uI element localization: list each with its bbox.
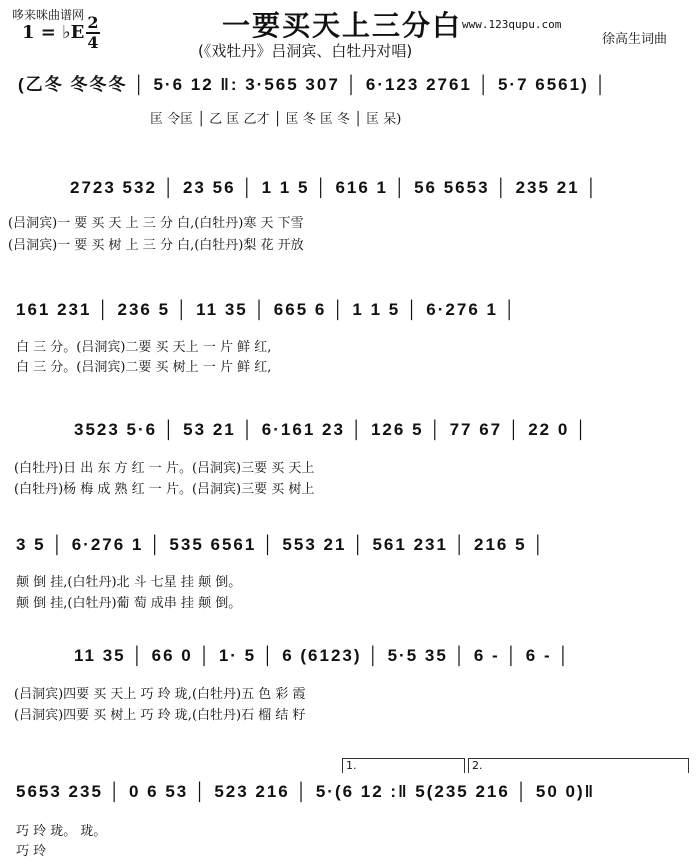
system-4-notes: 3523 5·6 │ 53 21 │ 6·161 23 │ 126 5 │ 77 67 │ 22 0 │	[74, 420, 589, 439]
time-top: 2	[87, 13, 99, 32]
time-bottom: 4	[87, 33, 99, 52]
notes-line: (乙冬 冬冬冬 │ 5·6 12 ‖: 3·565 307 │ 6·123 2761 │ 5·7 6561) │	[18, 75, 609, 94]
system-2-lyrics-1: (吕洞宾)一 要 买 天 上 三 分 白,(白牡丹)寒 天 下雪	[8, 216, 304, 231]
system-7-lyrics-2: 巧 玲	[16, 844, 47, 859]
system-6-lyrics-1: (吕洞宾)四要 买 天上 巧 玲 珑,(白牡丹)五 色 彩 霞	[14, 687, 306, 702]
song-title: 一要买天上三分白	[222, 9, 463, 42]
system-5-notes: 3 5 │ 6·276 1 │ 535 6561 │ 553 21 │ 561 231 │ 216 5 │	[16, 535, 546, 554]
volta-bracket-1	[342, 758, 465, 773]
system-1-percussion: 匡 令匡 │ 乙 匡 乙才 │ 匡 冬 匡 冬 │ 匡 呆)	[150, 112, 402, 127]
subtitle: (《戏牡丹》吕洞宾、白牡丹对唱)	[198, 42, 413, 60]
volta-bracket-2	[468, 758, 689, 773]
system-5-lyrics-2: 颠 倒 挂,(白牡丹)葡 萄 成串 挂 颠 倒。	[16, 596, 242, 611]
system-5-lyrics-1: 颠 倒 挂,(白牡丹)北 斗 七星 挂 颠 倒。	[16, 575, 242, 590]
system-6-lyrics-2: (吕洞宾)四要 买 树上 巧 玲 珑,(白牡丹)石 榴 结 籽	[14, 708, 306, 723]
system-3-lyrics-2: 白 三 分。(吕洞宾)二要 买 树上 一 片 鲜 红,	[16, 360, 272, 375]
key-signature: 1 = ♭E	[22, 22, 85, 43]
system-4-lyrics-1: (白牡丹)日 出 东 方 红 一 片。(吕洞宾)三要 买 天上	[14, 461, 315, 476]
system-7-lyrics-1: 巧 玲 珑。 珑。	[16, 824, 107, 839]
system-6-notes: 11 35 │ 66 0 │ 1· 5 │ 6 (6123) │ 5·5 35 │ 6 - │ 6 - │	[74, 646, 571, 665]
system-2-notes: 2723 532 │ 23 56 │ 1 1 5 │ 616 1 │ 56 5653 │ 235 21 │	[70, 178, 599, 197]
system-3-lyrics-1: 白 三 分。(吕洞宾)二要 买 天上 一 片 鲜 红,	[16, 340, 272, 355]
composer-credit: 徐高生词曲	[602, 32, 668, 47]
time-signature	[86, 14, 100, 52]
site-watermark: 哆来咪曲谱网	[12, 8, 85, 22]
system-3-notes: 161 231 │ 236 5 │ 11 35 │ 665 6 │ 1 1 5 │ 6·276 1 │	[16, 300, 518, 319]
volta-2-label: 2.	[472, 759, 483, 772]
site-url: www.123qupu.com	[462, 18, 562, 31]
system-4-lyrics-2: (白牡丹)杨 梅 成 熟 红 一 片。(吕洞宾)三要 买 树上	[14, 482, 315, 497]
volta-1-label: 1.	[346, 759, 357, 772]
system-2-lyrics-2: (吕洞宾)一 要 买 树 上 三 分 白,(白牡丹)梨 花 开放	[8, 238, 304, 253]
system-7-notes: 5653 235 │ 0 6 53 │ 523 216 │ 5·(6 12 :‖ 5(235 216 │ 50 0)‖	[16, 782, 596, 801]
